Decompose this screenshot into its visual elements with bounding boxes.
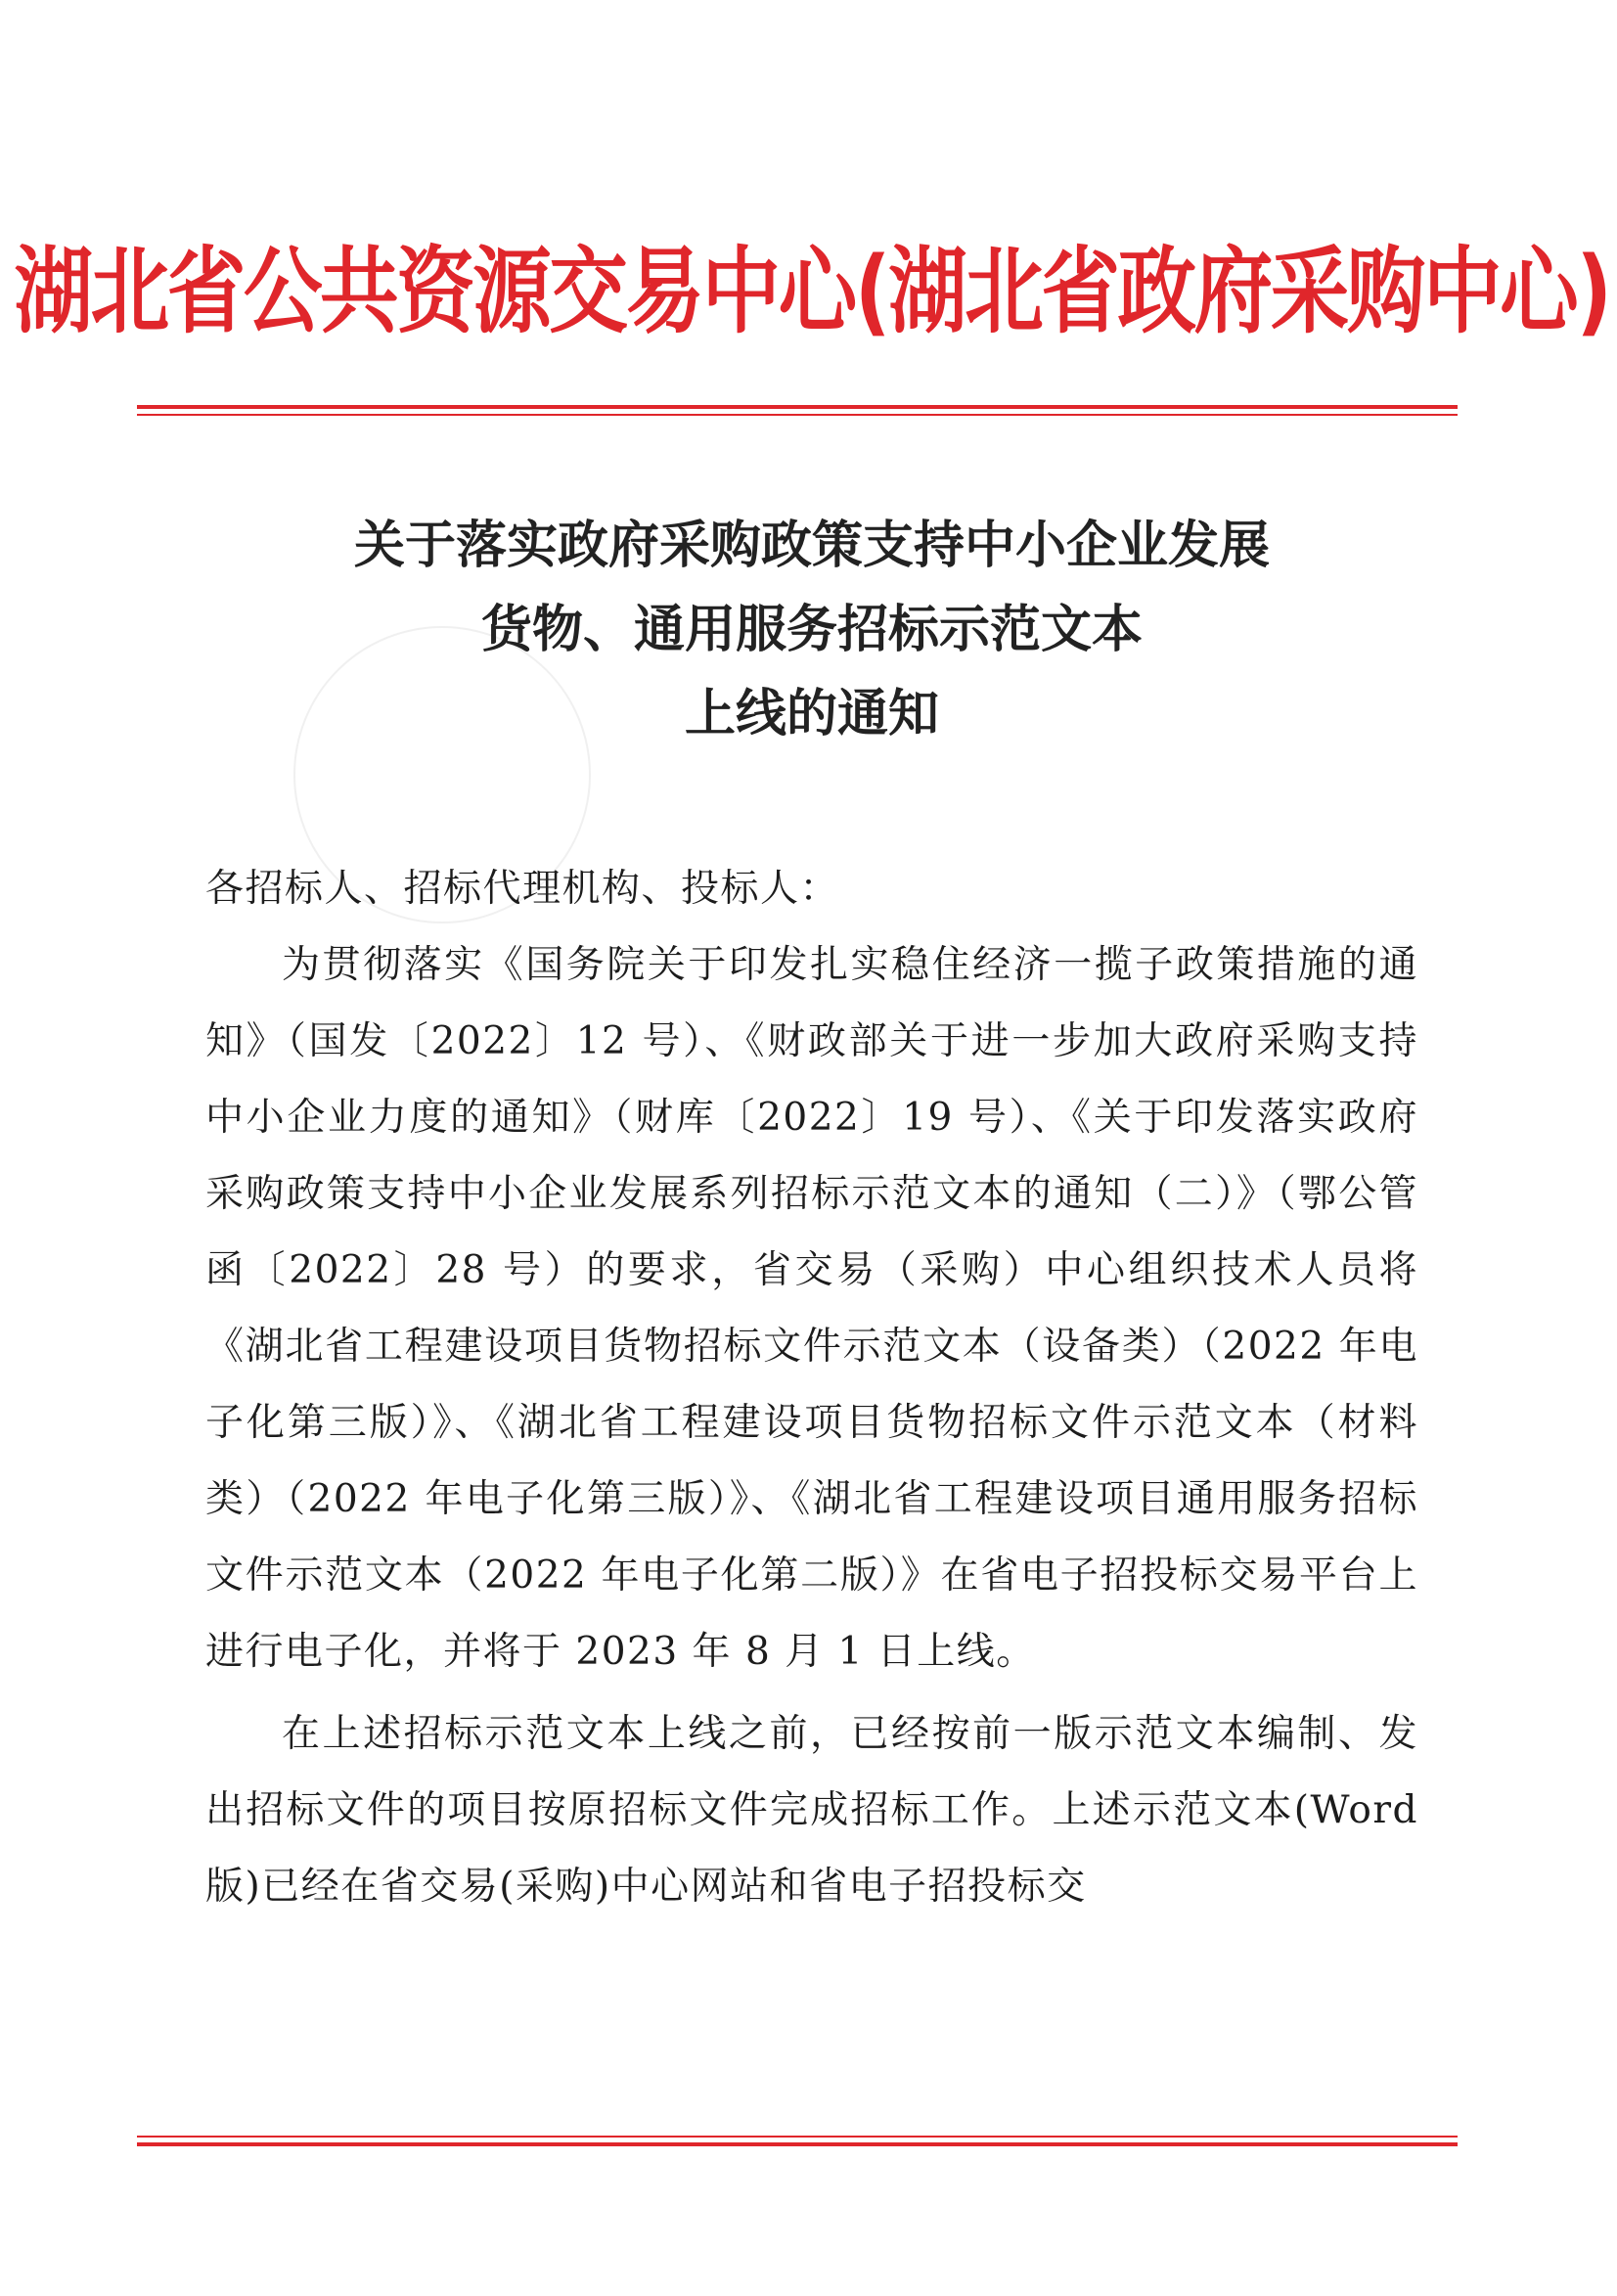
letterhead-org-name: 湖北省公共资源交易中心(湖北省政府采购中心) [14,236,1610,346]
document-body [205,851,1418,1925]
title-line-2: 货物、通用服务招标示范文本 [480,600,1143,659]
title-line-3: 上线的通知 [684,684,939,743]
title-line-1: 关于落实政府采购政策支持中小企业发展 [353,516,1270,575]
footer-rule-thick [137,2142,1458,2146]
red-rule-thick [137,405,1458,409]
document-title [147,504,1477,756]
salutation: 各招标人、招标代理机构、投标人： [205,867,840,911]
letterhead-red-rule [137,405,1458,416]
footer-red-rule [137,2136,1458,2146]
red-rule-thin [137,414,1458,416]
paragraph-2: 在上述招标示范文本上线之前，已经按前一版示范文本编制、发出招标文件的项目按原招标文件完成招标工作。上述示范文本(Word 版)已经在省交易(采购)中心网站和省电子招投标交 [205,1712,1418,1909]
paragraph-1: 为贯彻落实《国务院关于印发扎实稳住经济一揽子政策措施的通知》（国发〔2022〕12 号）、《财政部关于进一步加大政府采购支持中小企业力度的通知》（财库〔2022〕19 号）、《关于印发落实政府采购政策支持中小企业发展系列招标示范文本的通知（二）》（鄂公管函〔2022〕28 号）的要求，省交易（采购）中心组织技术人员将《湖北省工程建设项目货物招标文件示范文本（设备类）（2022 年电子化第三版）》、《湖北省工程建设项目货物招标文件示范文本（材料类）（2022 年电子化第三版）》、《湖北省工程建设项目通用服务招标文件示范文本（2022 年电子化第二版）》在省电子招投标交易平台上进行电子化，并将于 2023 年 8 月 1 日上线。 [205,943,1418,1674]
footer-rule-thin [137,2136,1458,2138]
